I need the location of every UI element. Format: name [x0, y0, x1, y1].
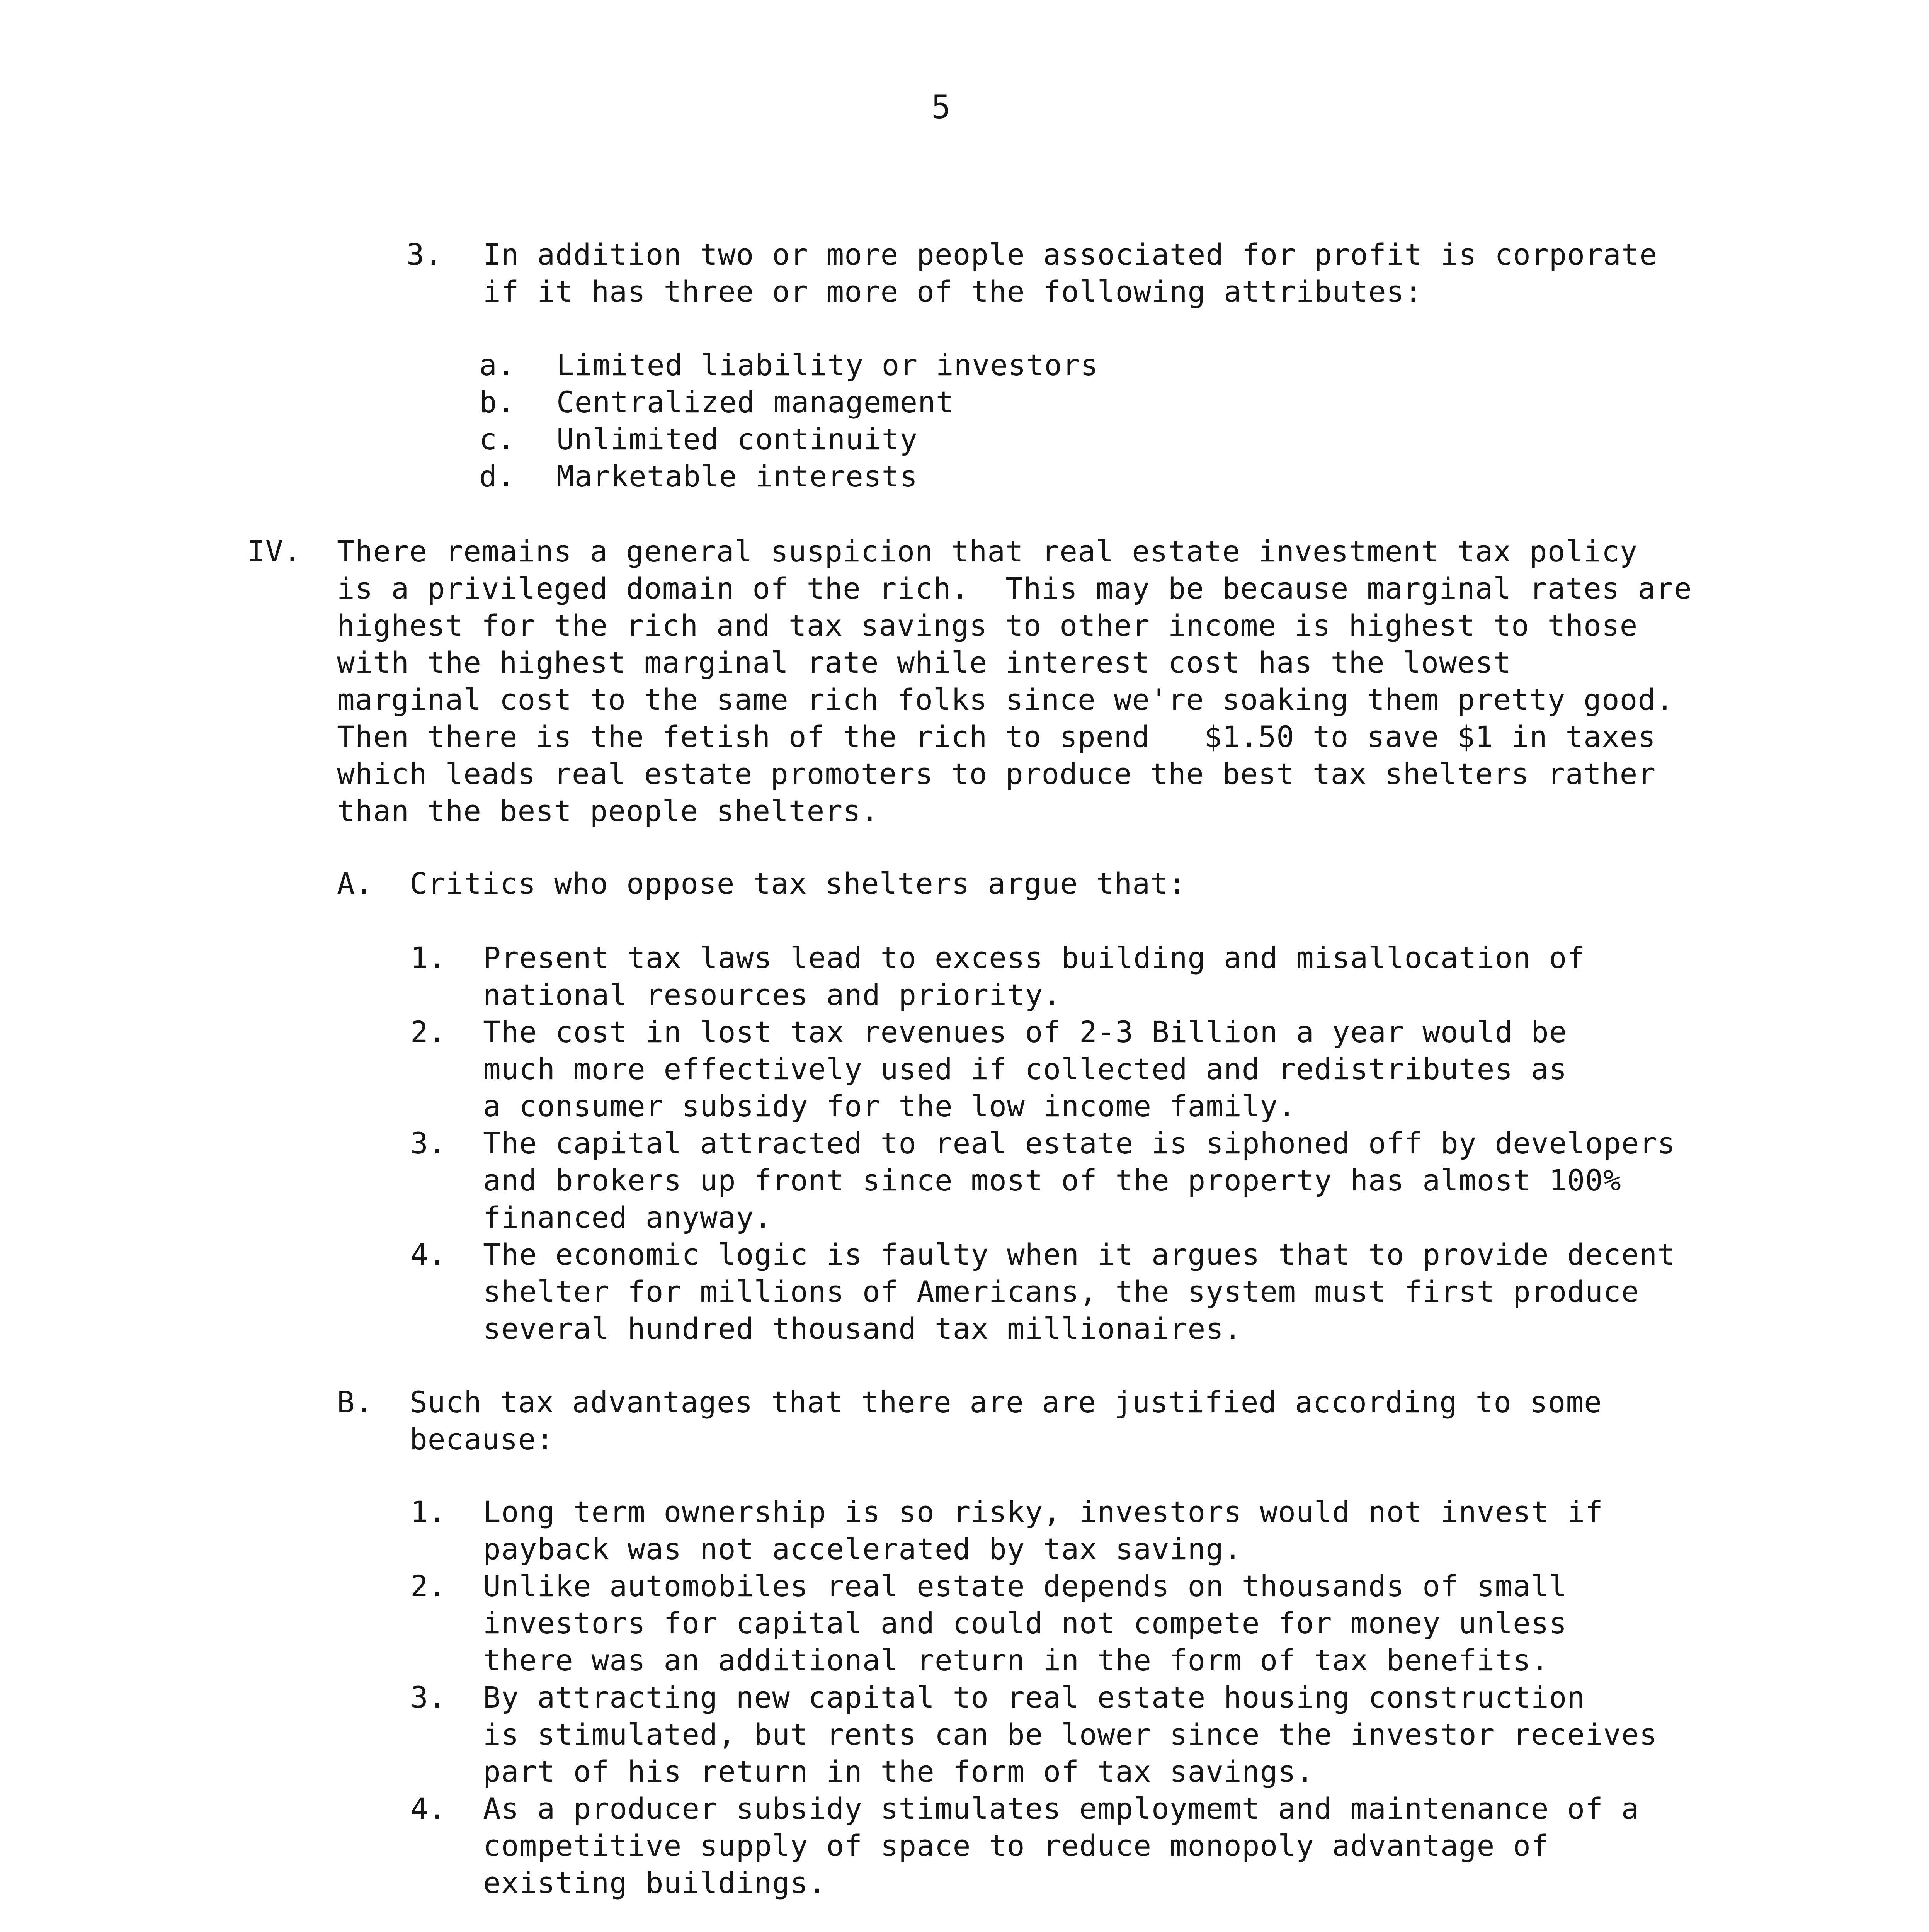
section-iv-line-6: Then there is the fetish of the rich to spend $1.50 to save $1 in taxes [337, 719, 1656, 754]
attribute-a-marker: a. [479, 348, 515, 382]
attribute-d-text: Marketable interests [556, 459, 918, 493]
justification-1-line-1: Long term ownership is so risky, investors would not invest if [483, 1495, 1603, 1529]
justification-2-line-2: investors for capital and could not compete for money unless [483, 1606, 1567, 1640]
critic-4-line-2: shelter for millions of Americans, the system must first produce [483, 1274, 1640, 1309]
justification-2-line-1: Unlike automobiles real estate depends on thousands of small [483, 1569, 1567, 1603]
justification-3-marker: 3. [410, 1680, 447, 1714]
critic-3-marker: 3. [410, 1126, 447, 1160]
subsection-a-heading: Critics who oppose tax shelters argue that: [410, 866, 1187, 901]
section-iv-line-8: than the best people shelters. [337, 794, 879, 828]
subsection-a-marker: A. [337, 866, 373, 901]
item-3-line-2: if it has three or more of the following attributes: [483, 274, 1423, 309]
subsection-b-heading-line-2: because: [410, 1422, 555, 1456]
critic-2-marker: 2. [410, 1015, 447, 1049]
subsection-b-heading-line-1: Such tax advantages that there are are justified according to some [410, 1385, 1602, 1419]
attribute-c-marker: c. [479, 422, 515, 456]
attribute-d-marker: d. [479, 459, 515, 493]
page-number: 5 [931, 88, 951, 126]
justification-1-line-2: payback was not accelerated by tax saving. [483, 1532, 1242, 1566]
critic-1-line-2: national resources and priority. [483, 978, 1061, 1012]
justification-3-line-3: part of his return in the form of tax savings. [483, 1754, 1314, 1789]
critic-3-line-2: and brokers up front since most of the property has almost 100% [483, 1163, 1621, 1197]
attribute-b-text: Centralized management [556, 385, 954, 419]
critic-1-marker: 1. [410, 940, 447, 975]
critic-3-line-1: The capital attracted to real estate is siphoned off by developers [483, 1126, 1676, 1160]
justification-4-line-3: existing buildings. [483, 1866, 827, 1900]
section-iv-line-7: which leads real estate promoters to produce the best tax shelters rather [337, 757, 1656, 791]
section-iv-line-1: There remains a general suspicion that real estate investment tax policy [337, 534, 1638, 568]
item-3-marker: 3. [407, 237, 443, 272]
critic-2-line-3: a consumer subsidy for the low income family. [483, 1089, 1296, 1123]
critic-4-line-1: The economic logic is faulty when it argues that to provide decent [483, 1237, 1676, 1272]
justification-1-marker: 1. [410, 1495, 447, 1529]
critic-2-line-2: much more effectively used if collected and redistributes as [483, 1052, 1567, 1086]
section-iv-line-2: is a privileged domain of the rich. This may be because marginal rates are [337, 571, 1692, 605]
attribute-b-marker: b. [479, 385, 515, 419]
critic-2-line-1: The cost in lost tax revenues of 2-3 Billion a year would be [483, 1015, 1567, 1049]
justification-2-marker: 2. [410, 1569, 447, 1603]
justification-2-line-3: there was an additional return in the form of tax benefits. [483, 1643, 1549, 1677]
section-iv-line-3: highest for the rich and tax savings to other income is highest to those [337, 608, 1638, 643]
justification-3-line-1: By attracting new capital to real estate housing construction [483, 1680, 1585, 1714]
section-iv-line-5: marginal cost to the same rich folks since we're soaking them pretty good. [337, 682, 1674, 717]
attribute-c-text: Unlimited continuity [556, 422, 918, 456]
justification-3-line-2: is stimulated, but rents can be lower since the investor receives [483, 1717, 1658, 1752]
critic-4-marker: 4. [410, 1237, 447, 1272]
critic-1-line-1: Present tax laws lead to excess building and misallocation of [483, 940, 1585, 975]
item-3-line-1: In addition two or more people associated for profit is corporate [483, 237, 1658, 272]
section-iv-line-4: with the highest marginal rate while interest cost has the lowest [337, 645, 1512, 680]
critic-3-line-3: financed anyway. [483, 1200, 772, 1235]
justification-4-line-1: As a producer subsidy stimulates employmemt and maintenance of a [483, 1791, 1640, 1826]
subsection-b-marker: B. [337, 1385, 373, 1419]
critic-4-line-3: several hundred thousand tax millionaires. [483, 1311, 1242, 1346]
section-iv-marker: IV. [247, 534, 302, 568]
justification-4-line-2: competitive supply of space to reduce monopoly advantage of [483, 1828, 1549, 1863]
attribute-a-text: Limited liability or investors [556, 348, 1099, 382]
justification-4-marker: 4. [410, 1791, 447, 1826]
